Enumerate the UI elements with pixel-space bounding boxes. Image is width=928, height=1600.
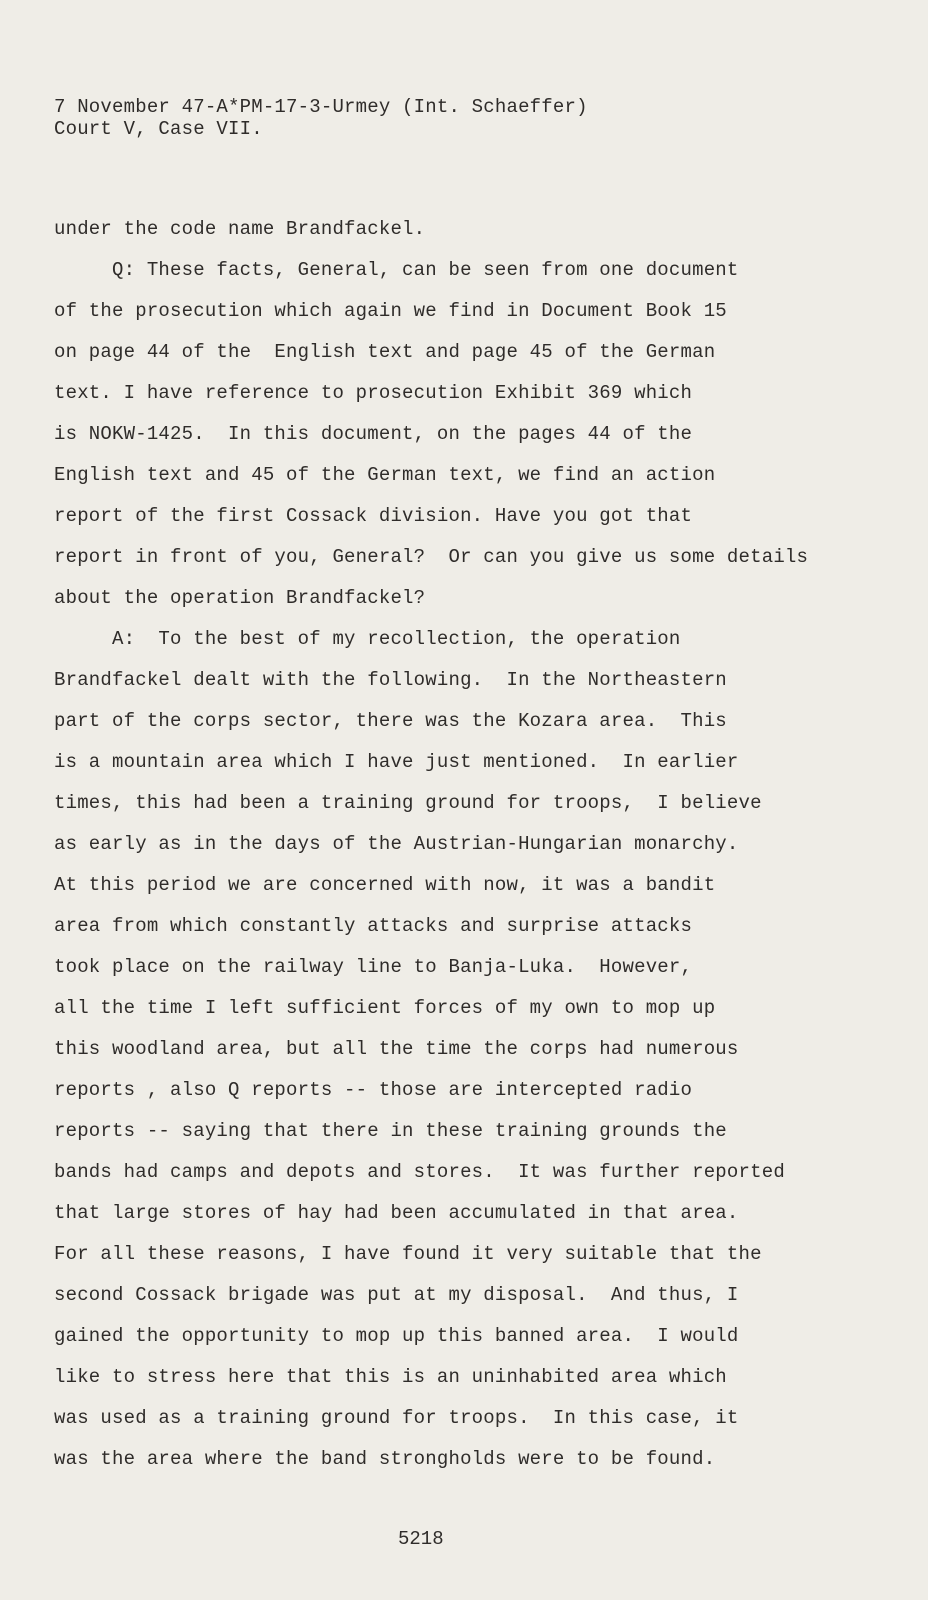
transcript-line: on page 44 of the English text and page 45 of the German <box>54 341 716 363</box>
transcript-line: all the time I left sufficient forces of my own to mop up <box>54 997 716 1019</box>
transcript-line: of the prosecution which again we find in Document Book 15 <box>54 300 727 322</box>
transcript-line: took place on the railway line to Banja-Luka. However, <box>54 956 693 978</box>
transcript-line: bands had camps and depots and stores. It was further reported <box>54 1161 785 1183</box>
transcript-line: as early as in the days of the Austrian-Hungarian monarchy. <box>54 833 739 855</box>
transcript-line: part of the corps sector, there was the Kozara area. This <box>54 710 727 732</box>
transcript-line: report in front of you, General? Or can you give us some details <box>54 546 809 568</box>
transcript-line: area from which constantly attacks and surprise attacks <box>54 915 693 937</box>
transcript-line: that large stores of hay had been accumulated in that area. <box>54 1202 739 1224</box>
transcript-line: times, this had been a training ground for troops, I believe <box>54 792 762 814</box>
transcript-line: For all these reasons, I have found it very suitable that the <box>54 1243 762 1265</box>
transcript-line: like to stress here that this is an uninhabited area which <box>54 1366 727 1388</box>
transcript-line: Q: These facts, General, can be seen from one document <box>54 259 739 281</box>
transcript-line: Brandfackel dealt with the following. In the Northeastern <box>54 669 727 691</box>
transcript-line: report of the first Cossack division. Have you got that <box>54 505 693 527</box>
transcript-line: gained the opportunity to mop up this banned area. I would <box>54 1325 739 1347</box>
page-number: 5218 <box>398 1528 444 1550</box>
transcript-line: about the operation Brandfackel? <box>54 587 426 609</box>
transcript-line: under the code name Brandfackel. <box>54 218 426 240</box>
transcript-line: second Cossack brigade was put at my disposal. And thus, I <box>54 1284 739 1306</box>
transcript-line: reports -- saying that there in these training grounds the <box>54 1120 727 1142</box>
transcript-line: reports , also Q reports -- those are intercepted radio <box>54 1079 693 1101</box>
transcript-line: was used as a training ground for troops. In this case, it <box>54 1407 739 1429</box>
transcript-line: At this period we are concerned with now, it was a bandit <box>54 874 716 896</box>
transcript-line: was the area where the band strongholds were to be found. <box>54 1448 716 1470</box>
transcript-line: English text and 45 of the German text, we find an action <box>54 464 716 486</box>
header-line-date-reference: 7 November 47-A*PM-17-3-Urmey (Int. Schaeffer) <box>54 96 588 118</box>
transcript-line: text. I have reference to prosecution Exhibit 369 which <box>54 382 693 404</box>
transcript-line: is NOKW-1425. In this document, on the pages 44 of the <box>54 423 693 445</box>
transcript-line: is a mountain area which I have just mentioned. In earlier <box>54 751 739 773</box>
transcript-line: this woodland area, but all the time the corps had numerous <box>54 1038 739 1060</box>
transcript-line: A: To the best of my recollection, the operation <box>54 628 681 650</box>
header-line-court-case: Court V, Case VII. <box>54 118 263 140</box>
